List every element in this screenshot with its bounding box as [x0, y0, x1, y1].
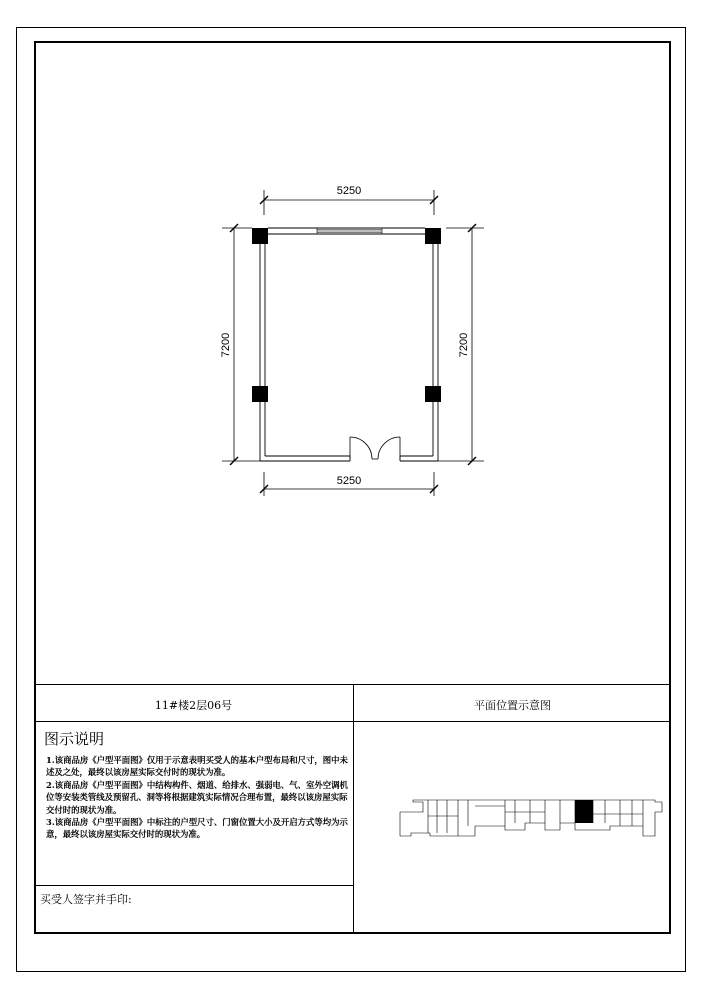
- structural-columns: [252, 228, 441, 402]
- dimension-right-label: 7200: [458, 332, 470, 358]
- title-block-divider: [353, 684, 354, 934]
- room-walls: [260, 228, 438, 461]
- dimension-bottom-label: 5250: [336, 475, 362, 487]
- signature-divider: [34, 885, 354, 886]
- double-door: [350, 437, 400, 459]
- location-label: 平面位置示意图: [474, 699, 551, 712]
- location-key-plan: [400, 800, 662, 836]
- legend-notes: [46, 754, 351, 841]
- note-item: 3.该商品房《户型平面图》中标注的户型尺寸、门窗位置大小及开启方式等均为示意，最终以该房屋实际交付时的现状为准。: [46, 817, 348, 840]
- highlighted-unit: [575, 800, 593, 823]
- window: [317, 228, 382, 234]
- dimension-left-label: 7200: [220, 332, 232, 358]
- column-mid-right: [425, 386, 441, 402]
- unit-label: 11#楼2层06号: [154, 699, 233, 712]
- note-item: 2.该商品房《户型平面图》中结构构件、烟道、给排水、强弱电、气、室外空调机位等安装类管线及预留孔、洞等将根据建筑实际情况合理布置，最终以该房屋实际交付时的现状为准。: [46, 779, 348, 815]
- column-mid-left: [252, 386, 268, 402]
- note-item: 1.该商品房《户型平面图》仅用于示意表明买受人的基本户型布局和尺寸，图中未述及之处，最终以该房屋实际交付时的现状为准。: [46, 755, 348, 778]
- dimension-top-label: 5250: [336, 185, 362, 197]
- column-top-right: [425, 228, 441, 244]
- signature-label: 买受人签字并手印:: [40, 893, 132, 906]
- legend-heading: 图示说明: [44, 730, 105, 748]
- column-top-left: [252, 228, 268, 244]
